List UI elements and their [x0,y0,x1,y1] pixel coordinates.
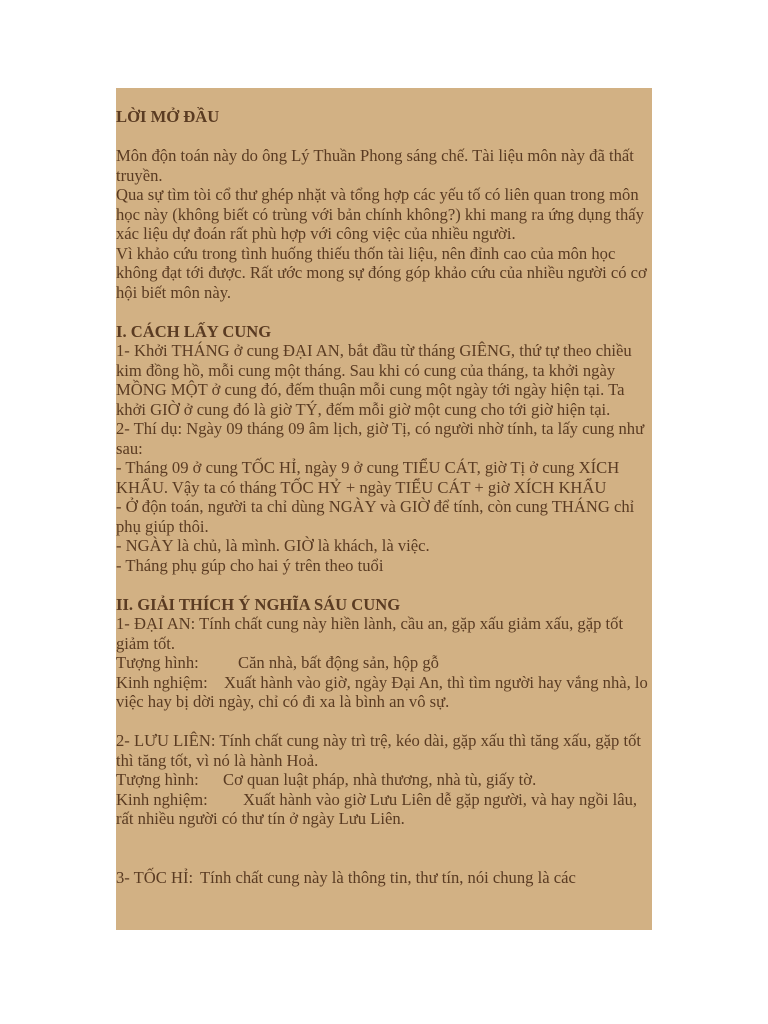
luu-lien-experience [116,790,652,829]
experience-label: Kinh nghiệm: [116,789,208,809]
page-title: LỜI MỞ ĐẦU [116,107,220,126]
symbol-value: Căn nhà, bất động sản, hộp gỗ [238,653,439,672]
intro-paragraph-2: Qua sự tìm tòi cổ thư ghép nhặt và tổng hợp các yếu tố có liên quan trong môn học này (không biết có trùng với bản chính không?) khi mang ra ứng dụng thấy xác liệu dự đoán rất phù hợp với công việc của nhiều người. [116,185,644,243]
experience-value: Xuất hành vào giờ, ngày Đại An, thì tìm người hay vắng nhà, lo việc hay bị dời ngày, chỉ có đi xa là bình an vô sự. [116,672,648,711]
section-heading-1: I. CÁCH LẤY CUNG [116,321,272,341]
dai-an-experience [116,673,652,712]
toc-hi-description [116,868,652,888]
section1-line: - Tháng phụ gúp cho hai ý trên theo tuổi [116,555,384,575]
section-heading-2: II. GIẢI THÍCH Ý NGHĨA SÁU CUNG [116,594,401,614]
spacer [116,302,652,322]
spacer [116,127,652,147]
symbol-label: Tượng hình: [116,653,199,672]
spacer [116,712,652,732]
section1-line: - Ở độn toán, người ta chỉ dùng NGÀY và GIỜ để tính, còn cung THÁNG chỉ phụ giúp thôi. [116,497,635,536]
experience-label: Kinh nghiệm: [116,672,208,692]
document-page [116,88,652,930]
section1-line: 2- Thí dụ: Ngày 09 tháng 09 âm lịch, giờ Tị, có người nhờ tính, ta lấy cung như sau: [116,419,645,458]
toc-hi-text: Tính chất cung này là thông tin, thư tín, nói chung là các [200,867,576,887]
intro-paragraph-1: Môn độn toán này do ông Lý Thuần Phong sáng chế. Tài liệu môn này đã thất truyền. [116,146,634,185]
spacer [116,575,652,595]
section1-line: 1- Khởi THÁNG ở cung ĐẠI AN, bắt đầu từ tháng GIÊNG, thứ tự theo chiều kim đồng hồ, mỗi cung một tháng. Sau khi có cung của tháng, ta khởi ngày MỒNG MỘT ở cung đó, đếm thuận mỗi cung một ngày tới ngày hiện tại. Ta khởi GIỜ ở cung đó là giờ TÝ, đếm mỗi giờ một cung cho tới giờ hiện tại. [116,341,632,419]
document-body [116,88,652,887]
spacer [116,829,652,868]
symbol-value: Cơ quan luật pháp, nhà thương, nhà tù, giấy tờ. [223,770,537,789]
section1-line: - Tháng 09 ở cung TỐC HỈ, ngày 9 ở cung TIỂU CÁT, giờ Tị ở cung XÍCH KHẨU. Vậy ta có tháng TỐC HỶ + ngày TIỂU CÁT + giờ XÍCH KHẨU [116,458,620,497]
symbol-label: Tượng hình: [116,770,199,789]
section1-line: - NGÀY là chủ, là mình. GIỜ là khách, là việc. [116,536,430,555]
toc-hi-label: 3- TỐC HỈ: [116,867,194,887]
experience-value: Xuất hành vào giờ Lưu Liên dễ gặp người, và hay ngồi lâu, rất nhiều người có thư tín ở ngày Lưu Liên. [116,789,638,828]
intro-paragraph-3: Vì khảo cứu trong tình huống thiếu thốn tài liệu, nên đỉnh cao của môn học không đạt tới được. Rất ước mong sự đóng góp khảo cứu của nhiều người có cơ hội biết môn này. [116,243,647,302]
dai-an-description: 1- ĐẠI AN: Tính chất cung này hiền lành, cầu an, gặp xấu giảm xấu, gặp tốt giảm tốt. [116,614,624,653]
luu-lien-symbol [116,770,652,790]
dai-an-symbol [116,653,652,673]
luu-lien-description: 2- LƯU LIÊN: Tính chất cung này trì trệ, kéo dài, gặp xấu thì tăng xấu, gặp tốt thì tăng tốt, vì nó là hành Hoả. [116,731,641,770]
